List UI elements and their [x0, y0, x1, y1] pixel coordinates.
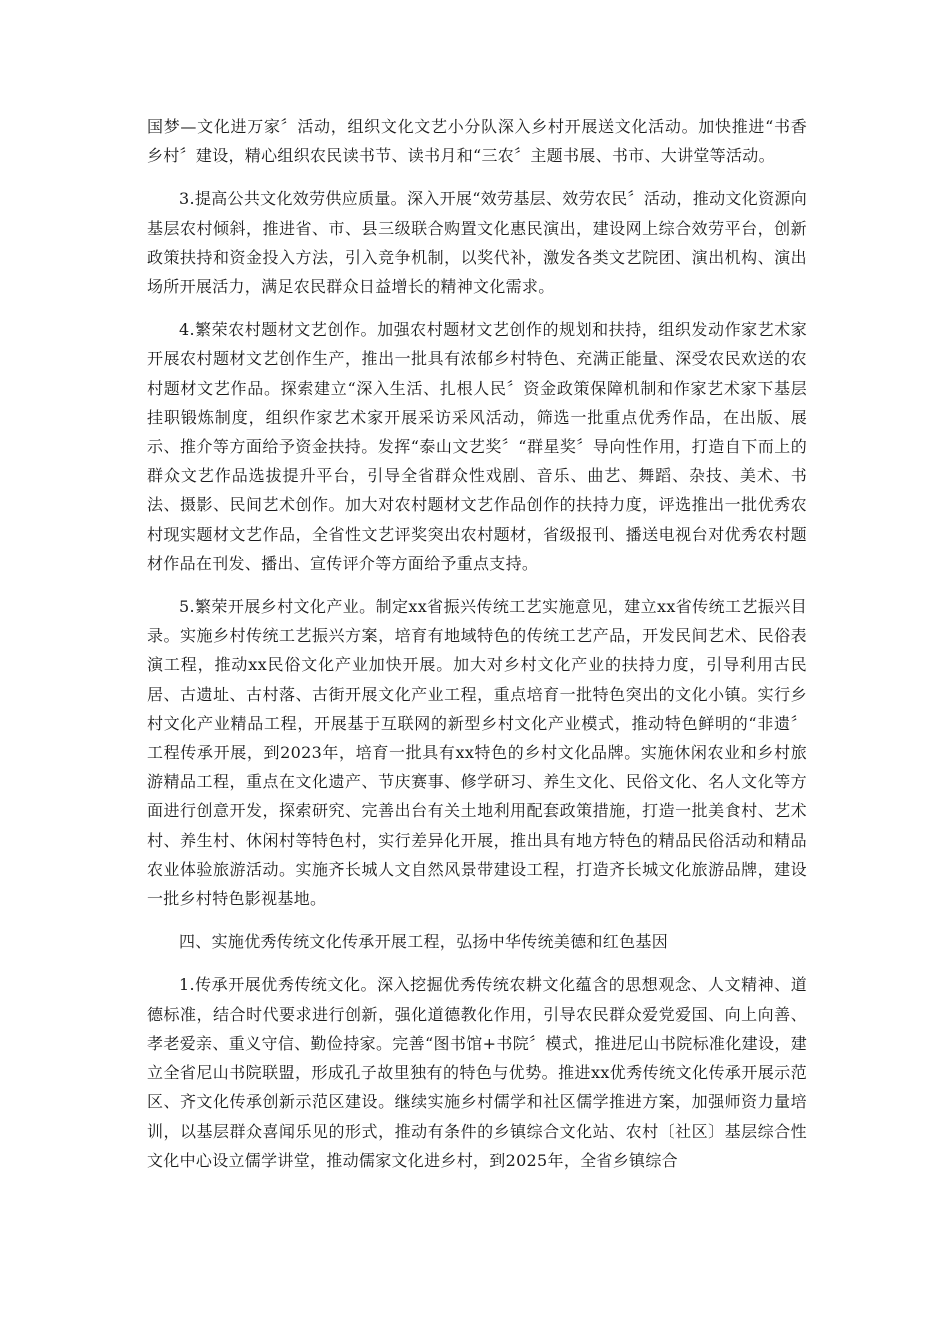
paragraph-rural-culture-industry: 5.繁荣开展乡村文化产业。制定xx省振兴传统工艺实施意见，建立xx省传统工艺振兴目录。实施乡村传统工艺振兴方案，培育有地域特色的传统工艺产品，开发民间艺术、民俗表演工程，推动xx民俗文化产业加快开展。加大对乡村文化产业的扶持力度，引导利用古民居、古遗址、古村落、古街开展文化产业工程，重点培育一批特色突出的文化小镇。实行乡村文化产业精品工程，开展基于互联网的新型乡村文化产业模式，推动特色鲜明的“非遗〞工程传承开展，到2023年，培育一批具有xx特色的乡村文化品牌。实施休闲农业和乡村旅游精品工程，重点在文化遗产、节庆赛事、修学研习、养生文化、民俗文化、名人文化等方面进行创意开发，探索研究、完善出台有关土地利用配套政策措施，打造一批美食村、艺术村、养生村、休闲村等特色村，实行差异化开展，推出具有地方特色的精品民俗活动和精品农业体验旅游活动。实施齐长城人文自然风景带建设工程，打造齐长城文化旅游品牌，建设一批乡村特色影视基地。 [147, 597, 807, 909]
paragraph-traditional-culture: 1.传承开展优秀传统文化。深入挖掘优秀传统农耕文化蕴含的思想观念、人文精神、道德标准，结合时代要求进行创新，强化道德教化作用，引导农民群众爱党爱国、向上向善、孝老爱亲、重义守信、勤俭持家。完善“图书馆+书院〞模式，推进尼山书院标准化建设，建立全省尼山书院联盟，形成孔子故里独有的特色与优势。推进xx优秀传统文化传承开展示范区、齐文化传承创新示范区建设。继续实施乡村儒学和社区儒学推进方案，加强师资力量培训，以基层群众喜闻乐见的形式，推动有条件的乡镇综合文化站、农村〔社区〕基层综合性文化中心设立儒学讲堂，推动儒家文化进乡村，到2025年，全省乡镇综合 [147, 975, 807, 1170]
section-heading-four: 四、实施优秀传统文化传承开展工程，弘扬中华传统美德和红色基因 [179, 932, 669, 952]
paragraph-rural-art-creation: 4.繁荣农村题材文艺创作。加强农村题材文艺创作的规划和扶持，组织发动作家艺术家开展农村题材文艺创作生产，推出一批具有浓郁乡村特色、充满正能量、深受农民欢送的农村题材文艺作品。探索建立“深入生活、扎根人民〞资金政策保障机制和作家艺术家下基层挂职锻炼制度，组织作家艺术家开展采访采风活动，筛选一批重点优秀作品，在出版、展示、推介等方面给予资金扶持。发挥“泰山文艺奖〞“群星奖〞导向性作用，打造自下而上的群众文艺作品选拔提升平台，引导全省群众性戏剧、音乐、曲艺、舞蹈、杂技、美术、书法、摄影、民间艺术创作。加大对农村题材文艺作品创作的扶持力度，评选推出一批优秀农村现实题材文艺作品，全省性文艺评奖突出农村题材，省级报刊、播送电视台对优秀农村题材作品在刊发、播出、宣传评介等方面给予重点支持。 [147, 320, 807, 573]
document-body [147, 112, 807, 1189]
paragraph-continuation: 国梦—文化进万家〞活动，组织文化文艺小分队深入乡村开展送文化活动。加快推进“书香乡村〞建设，精心组织农民读书节、读书月和“三农〞主题书展、书市、大讲堂等活动。 [147, 117, 807, 166]
paragraph-public-culture-service: 3.提高公共文化效劳供应质量。深入开展“效劳基层、效劳农民〞活动，推动文化资源向基层农村倾斜，推进省、市、县三级联合购置文化惠民演出，建设网上综合效劳平台，创新政策扶持和资金投入方法，引入竞争机制，以奖代补，激发各类文艺院团、演出机构、演出场所开展活力，满足农民群众日益增长的精神文化需求。 [147, 189, 807, 297]
